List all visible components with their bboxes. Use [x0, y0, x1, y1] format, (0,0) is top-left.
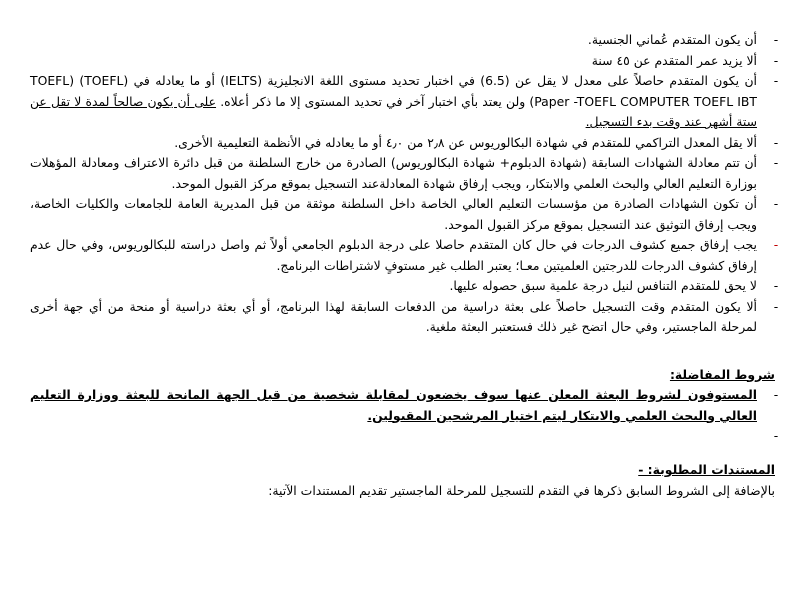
bullet-dash: -: [773, 155, 779, 170]
condition-text: ألا يكون المتقدم وقت التسجيل حاصلاً على بعثة دراسية من الدفعات السابقة لهذا البرنامج، أو أي بعثة دراسية أو منحة من أي جهة أخرى لمرحلة الماجستير، وفي حال اتضح غير ذلك فستعتبر البعثة ملغية.: [30, 298, 757, 334]
condition-text: يجب إرفاق جميع كشوف الدرجات في حال كان المتقدم حاصلا على درجة الدبلوم الجامعي أولاً ثم واصل دراسته للبكالوريوس، وفي حال عدم إرفاق كشوف الدرجات للدرجتين العلميتين معـا؛ يعتبر الطلب غير مستوفٍ لاشتراطات البرنامج.: [30, 237, 757, 273]
bullet-dash: -: [773, 134, 779, 150]
preference-item: [30, 385, 779, 426]
condition-item: [30, 276, 779, 297]
preference-item-empty: [30, 426, 779, 446]
bullet-dash: -: [773, 387, 779, 402]
preference-heading: شروط المفاضلة:: [669, 366, 775, 382]
condition-text: لا يحق للمتقدم التنافس لنيل درجة علمية سبق حصوله عليها.: [449, 278, 757, 293]
condition-item: [30, 30, 779, 51]
documents-intro: بالإضافة إلى الشروط السابق ذكرها في التقدم للتسجيل للمرحلة الماجستير تقديم المستندات الآتية:: [268, 482, 775, 498]
condition-text: ألا يقل المعدل التراكمي للمتقدم في شهادة البكالوريوس عن ٢٫٨ من ٤٫٠ أو ما يعادله في الأنظمة التعليمية الأخرى.: [174, 134, 757, 150]
condition-text: أن تكون الشهادات الصادرة من مؤسسات التعليم العالي الخاصة داخل السلطنة موثقة من قبل المديرية العامة للجامعات والكليات الخاصة، ويجب إرفاق التوثيق عند التسجيل بموقع مركز القبول الموحد.: [30, 196, 757, 232]
bullet-dash: -: [773, 298, 779, 314]
condition-underlined-text: على أن يكون صالحاً لمدة لا تقل عن ستة أشهر عند وقت بدء التسجيل.: [30, 93, 757, 129]
condition-text: أن يكون المتقدم حاصلاً على معدل لا يقل عن (6.5) في اختبار تحديد مستوى اللغة الانجليزية (IELTS) أو ما يعادله في (TOEFL) (TOEFL Paper -TOEFL COMPUTER TOEFL IBT) ولن يعتد بأي اختبار آخر في تحديد المستوى إلا ما ذكر أعلاه.: [30, 73, 757, 109]
bullet-dash: -: [773, 73, 779, 88]
condition-item: [30, 297, 779, 338]
bullet-dash: -: [773, 278, 779, 293]
spacer: [30, 338, 775, 365]
preference-text: المستوفون لشروط البعثة المعلن عنها سوف يخضعون لمقابلة شخصية من قبل الجهة المانحة للبعثة ووزارة التعليم العالي والبحث العلمي والابتكار ليتم اختيار المرشحين المقبولين.: [30, 387, 757, 423]
condition-item: [30, 51, 779, 72]
bullet-dash: -: [773, 52, 779, 68]
document-page: [30, 30, 779, 501]
condition-text: ألا يزيد عمر المتقدم عن ٤٥ سنة: [591, 52, 757, 68]
eligibility-conditions-list: [30, 30, 779, 338]
condition-item: [30, 133, 779, 154]
condition-item: [30, 153, 779, 194]
condition-item: [30, 71, 779, 133]
condition-text: أن يكون المتقدم عُماني الجنسية.: [587, 32, 757, 47]
condition-item: [30, 235, 779, 276]
bullet-dash: -: [773, 32, 779, 47]
bullet-dash: -: [773, 428, 779, 443]
bullet-dash: -: [773, 196, 779, 211]
documents-heading: المستندات المطلوبة: -: [638, 462, 775, 477]
condition-item: [30, 194, 779, 235]
spacer: [30, 446, 775, 460]
bullet-dash-red: -: [773, 237, 779, 252]
condition-text: أن تتم معادلة الشهادات السابقة (شهادة الدبلوم+ شهادة البكالوريوس) الصادرة من خارج السلطنة من قبل دائرة الاعتراف ومعادلة المؤهلات بوزارة التعليم العالي والبحث العلمي والابتكار، ويجب إرفاق شهادة المعادلةعند التسجيل بموقع مركز القبول الموحد.: [30, 155, 757, 191]
preference-list: [30, 385, 779, 446]
